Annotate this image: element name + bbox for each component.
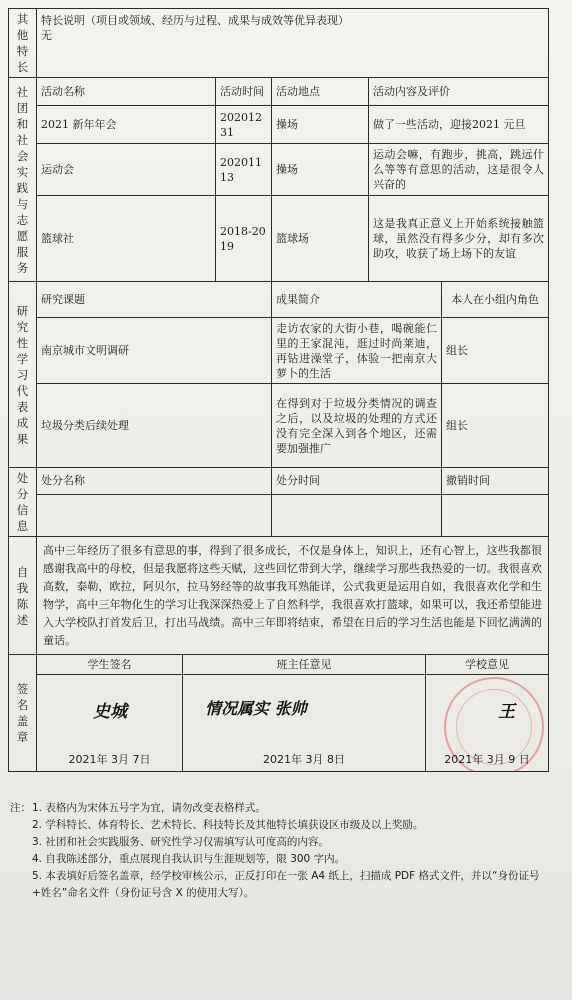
note-item: 3. 社团和社会实践服务、研究性学习仅需填写认可度高的内容。 [32, 836, 329, 848]
table-row [9, 318, 549, 384]
discipline-section-label: 处 分 信 息 [9, 468, 37, 537]
clubs-header-time: 活动时间 [216, 78, 272, 106]
school-opinion-cell [426, 675, 549, 772]
research-summary: 走访农家的大街小巷，喝碗能仁里的王家混沌，逛过时尚莱迪，再钻进澡堂子，体验一把南京大萝卜的生活 [272, 318, 442, 384]
research-header-role: 本人在小组内角色 [442, 282, 549, 318]
club-time: 20201231 [216, 106, 272, 144]
sig-header-school: 学校意见 [426, 655, 549, 675]
club-place: 操场 [272, 106, 369, 144]
note-item: 5. 本表填好后签名盖章，经学校审核公示，正反打印在一张 A4 纸上，扫描成 PDF 格式文件，并以“身份证号+姓名”命名文件（身份证号含 X 的使用大写）。 [32, 870, 540, 899]
self-statement-text: 高中三年经历了很多有意思的事，得到了很多成长，不仅是身体上，知识上，还有心智上，这些我都很感谢我高中的母校，但是我愿将这些天赋，这些回忆带到大学，继续学习那些我热爱的一切。我很喜欢高数，泰勒，欧拉，阿贝尔，拉马努经等的故事我耳熟能详，公式我更是运用自如，我很喜欢化学和生物学，高中三年物化生的学习让我深深热爱上了自然科学，我很喜欢打篮球，如果可以，我还希望能进入大学校队打首发后卫，打出马战绩。高中三年即将结束，希望在日后的学习生活也能是下回忆满满的童话。 [37, 537, 549, 655]
special-title: 特长说明（项目或领域、经历与过程、成果与成效等优异表现） [41, 14, 349, 27]
teacher-sign-date: 2021年 3月 8日 [263, 753, 345, 766]
student-signature: 史城 [93, 702, 127, 722]
table-row [9, 106, 549, 144]
self-section-label: 自 我 陈 述 [9, 537, 37, 655]
notes-lead: 注： [10, 802, 31, 814]
school-sign-date: 2021年 3月 9 日 [444, 753, 530, 766]
discipline-header-name: 处分名称 [37, 468, 272, 495]
notes-block [10, 800, 555, 902]
research-section-label: 研 究 性 学 习 代 表 成 果 [9, 282, 37, 468]
signature-section-label: 签 名 盖 章 [9, 655, 37, 772]
research-role: 组长 [442, 318, 549, 384]
profile-form-table [8, 8, 549, 772]
clubs-header-eval: 活动内容及评价 [369, 78, 549, 106]
research-header-topic: 研究课题 [37, 282, 272, 318]
discipline-revoke-cell [442, 494, 549, 536]
teacher-signature: 情况属实 张帅 [205, 699, 307, 718]
special-value: 无 [41, 29, 52, 42]
discipline-name-cell [37, 494, 272, 536]
student-signature-cell [37, 675, 183, 772]
note-item: 4. 自我陈述部分，重点展现自我认识与生涯规划等，限 300 字内。 [32, 853, 346, 865]
table-row [9, 144, 549, 196]
note-item: 2. 学科特长、体育特长、艺术特长、科技特长及其他特长填获设区市级及以上奖励。 [32, 819, 424, 831]
club-time: 2018-2019 [216, 196, 272, 282]
student-sign-date: 2021年 3月 7日 [68, 753, 151, 766]
clubs-section-label: 社 团 和 社 会 实 践 与 志 愿 服 务 [9, 78, 37, 282]
school-signature: 王 [498, 702, 515, 722]
research-topic: 垃圾分类后续处理 [37, 384, 272, 468]
table-row [9, 196, 549, 282]
club-eval: 这是我真正意义上开始系统接触篮球，虽然没有得多少分，却有多次助攻，收获了场上场下的友谊 [369, 196, 549, 282]
sig-header-student: 学生签名 [37, 655, 183, 675]
research-header-summary: 成果简介 [272, 282, 442, 318]
discipline-header-time: 处分时间 [272, 468, 442, 495]
sig-header-teacher: 班主任意见 [183, 655, 426, 675]
club-name: 运动会 [37, 144, 216, 196]
research-topic: 南京城市文明调研 [37, 318, 272, 384]
clubs-header-name: 活动名称 [37, 78, 216, 106]
table-row [9, 384, 549, 468]
club-eval: 运动会嘛，有跑步，挑高，跳远什么等等有意思的活动，这是很令人兴奋的 [369, 144, 549, 196]
research-role: 组长 [442, 384, 549, 468]
teacher-opinion-cell [183, 675, 426, 772]
discipline-time-cell [272, 494, 442, 536]
discipline-header-revoke: 撤销时间 [442, 468, 549, 495]
club-time: 20201113 [216, 144, 272, 196]
clubs-header-place: 活动地点 [272, 78, 369, 106]
club-name: 篮球社 [37, 196, 216, 282]
club-place: 操场 [272, 144, 369, 196]
note-item: 1. 表格内为宋体五号字为宜，请勿改变表格样式。 [32, 802, 266, 814]
club-name: 2021 新年年会 [37, 106, 216, 144]
special-section-label: 其 他 特 长 [9, 9, 37, 78]
research-summary: 在得到对于垃圾分类情况的调查之后，以及垃圾的处理的方式还没有完全深入到各个地区，还需要加强推广 [272, 384, 442, 468]
club-place: 篮球场 [272, 196, 369, 282]
club-eval: 做了一些活动，迎接2021 元旦 [369, 106, 549, 144]
